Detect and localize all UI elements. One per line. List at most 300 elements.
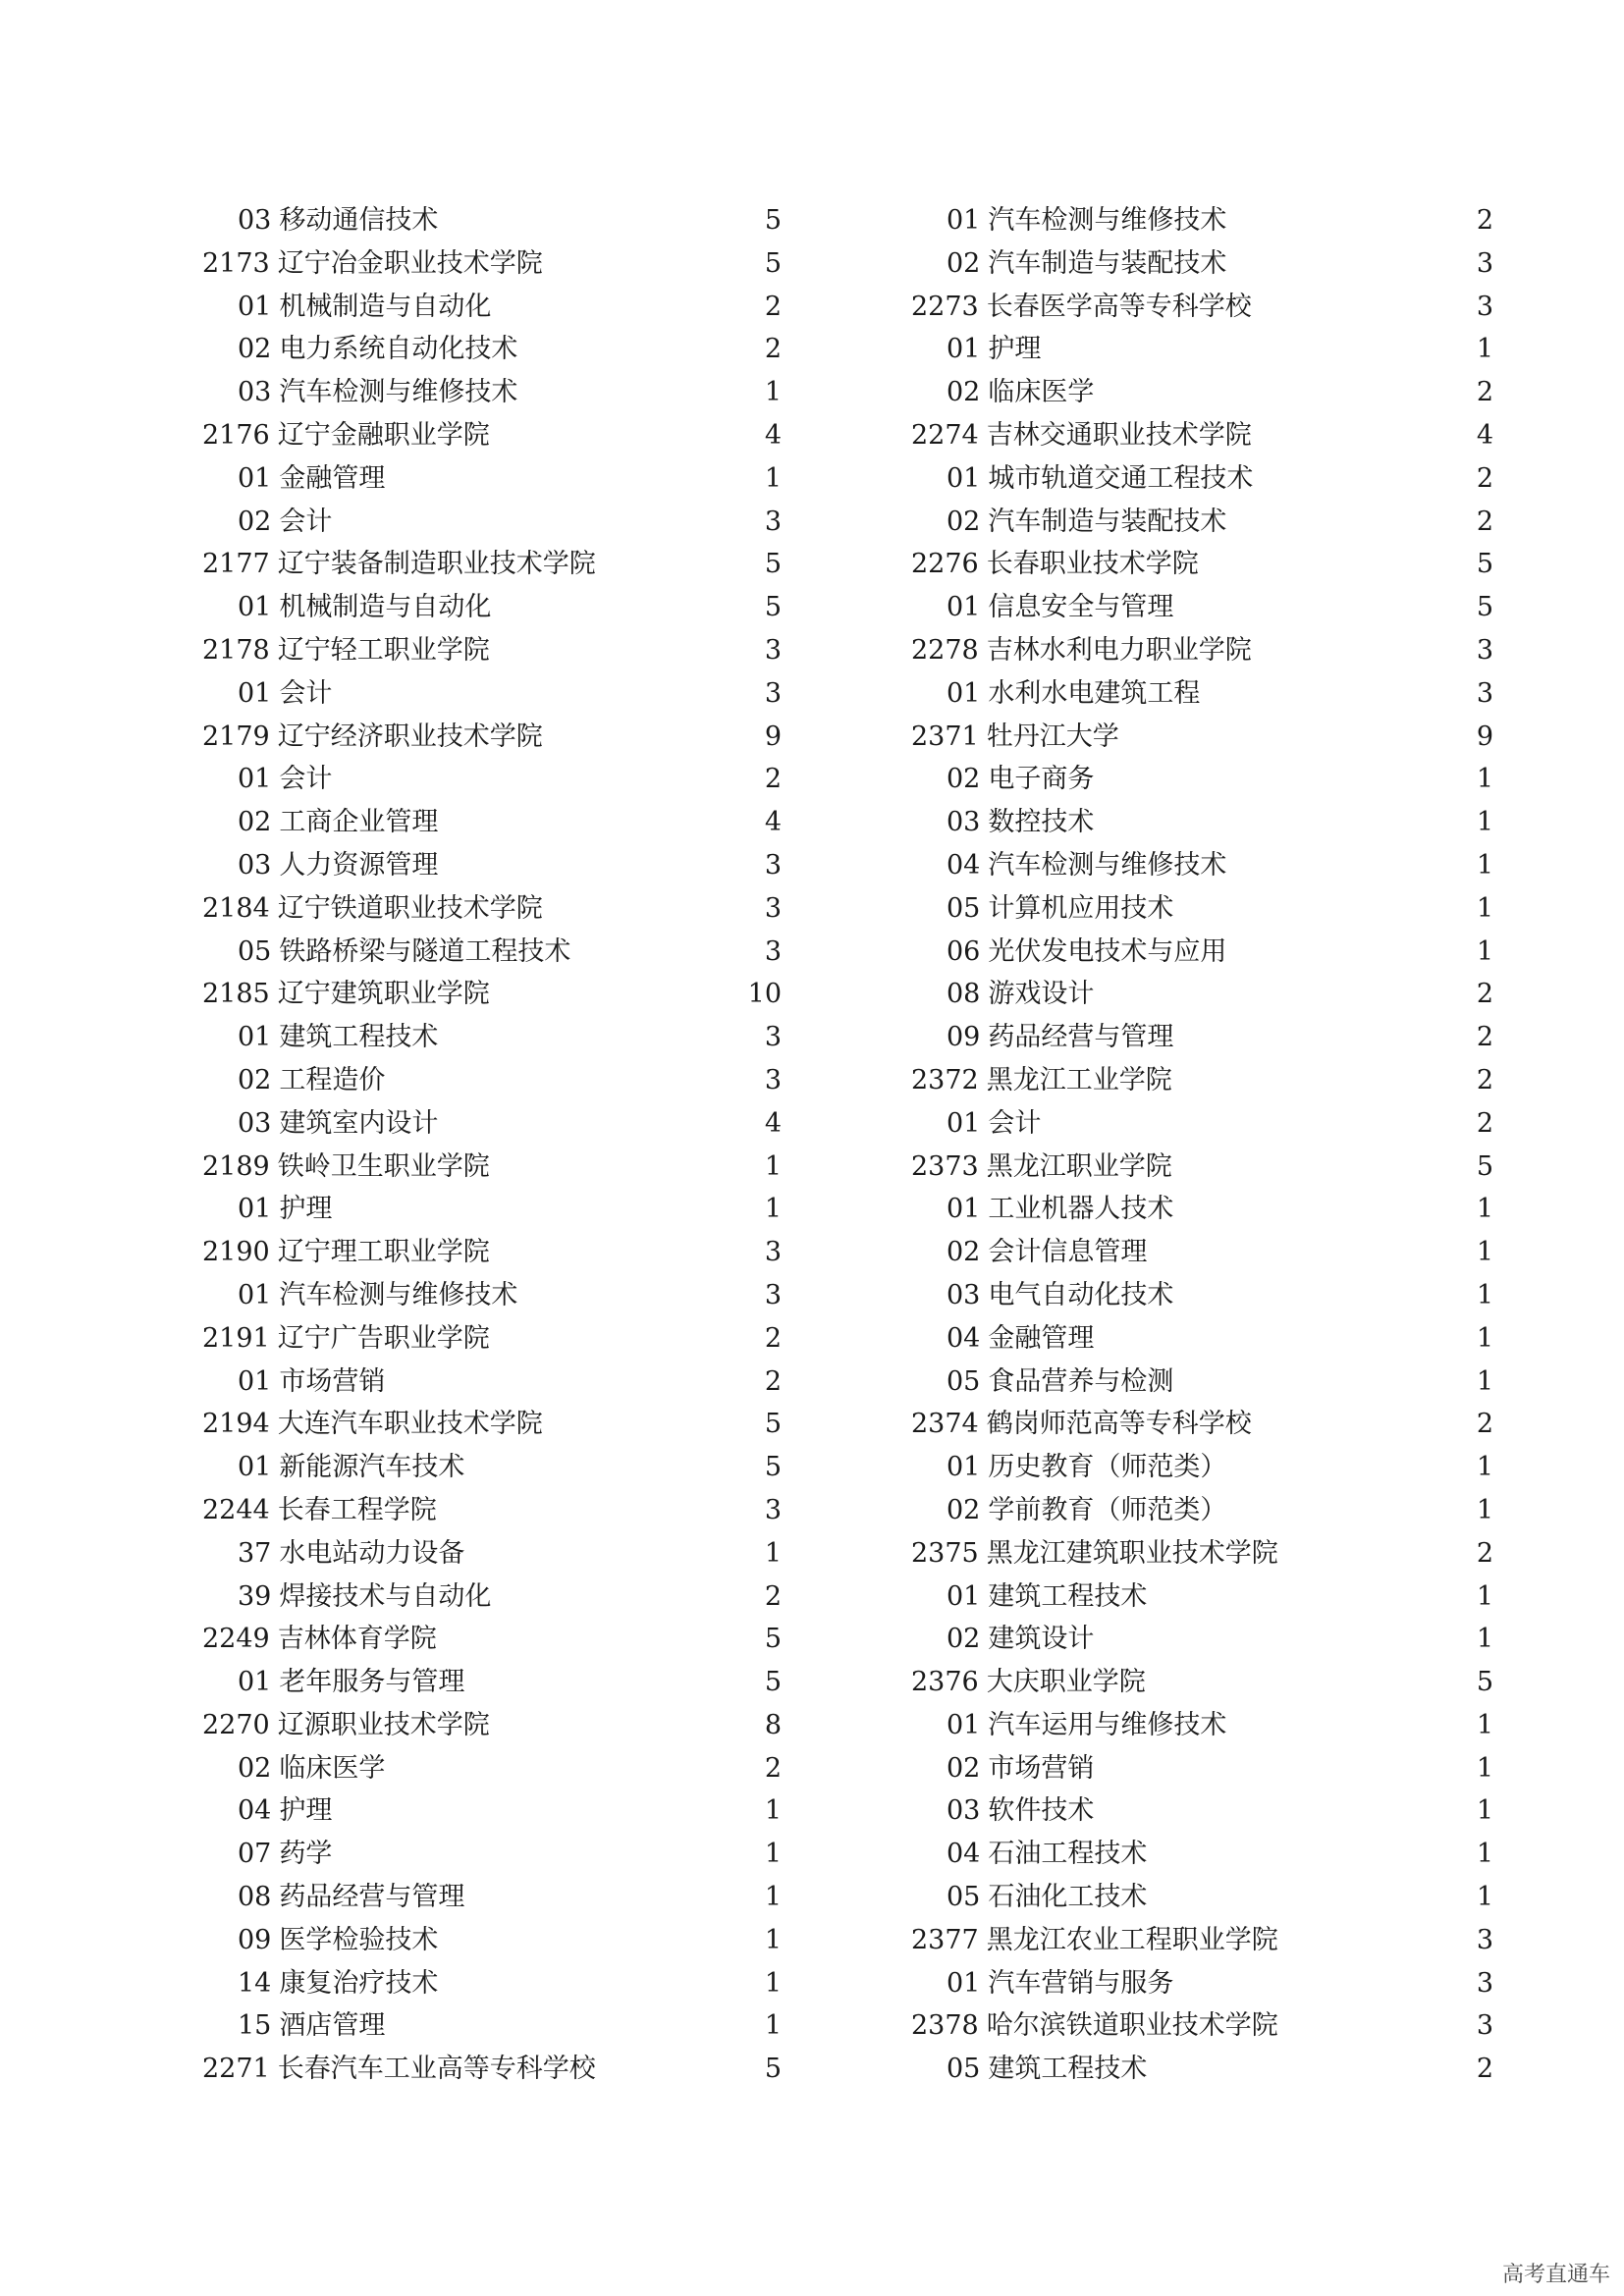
major-name: 数控技术 bbox=[988, 807, 1095, 838]
major-row bbox=[911, 199, 1493, 242]
major-row bbox=[911, 844, 1493, 887]
major-row bbox=[202, 1361, 782, 1404]
major-name: 会计 bbox=[279, 677, 333, 709]
major-name: 石油化工技术 bbox=[988, 1882, 1148, 1913]
enrollment-count: 1 bbox=[1476, 1624, 1493, 1655]
enrollment-count: 1 bbox=[1476, 1194, 1493, 1225]
major-code: 02 bbox=[947, 1494, 981, 1525]
school-row bbox=[911, 1146, 1493, 1189]
major-name: 市场营销 bbox=[988, 1752, 1095, 1784]
major-code: 04 bbox=[947, 1322, 981, 1354]
major-row bbox=[202, 1962, 782, 2005]
major-row bbox=[911, 1016, 1493, 1059]
major-row bbox=[202, 457, 782, 501]
major-row bbox=[911, 801, 1493, 844]
enrollment-count: 3 bbox=[1476, 2010, 1493, 2042]
major-code: 01 bbox=[947, 1107, 981, 1139]
major-row bbox=[911, 1274, 1493, 1317]
major-code: 05 bbox=[947, 2054, 981, 2085]
major-code: 01 bbox=[238, 1452, 272, 1483]
major-code: 05 bbox=[238, 935, 272, 967]
major-code: 01 bbox=[947, 592, 981, 623]
enrollment-count: 3 bbox=[764, 892, 782, 924]
major-row bbox=[911, 1575, 1493, 1619]
school-name: 大庆职业学院 bbox=[986, 1667, 1146, 1698]
major-row bbox=[911, 1833, 1493, 1876]
major-name: 建筑设计 bbox=[988, 1624, 1095, 1655]
major-name: 计算机应用技术 bbox=[988, 892, 1174, 924]
major-code: 01 bbox=[238, 764, 272, 795]
major-name: 汽车检测与维修技术 bbox=[988, 205, 1227, 236]
school-row bbox=[911, 1532, 1493, 1575]
school-code: 2179 bbox=[202, 721, 270, 752]
school-name: 大连汽车职业技术学院 bbox=[277, 1409, 543, 1440]
school-row bbox=[202, 242, 782, 286]
enrollment-count: 1 bbox=[1476, 1709, 1493, 1740]
school-row bbox=[202, 629, 782, 672]
major-name: 会计 bbox=[279, 506, 333, 537]
major-row bbox=[911, 887, 1493, 931]
school-code: 2249 bbox=[202, 1624, 270, 1655]
school-name: 鹤岗师范高等专科学校 bbox=[986, 1409, 1252, 1440]
major-code: 06 bbox=[947, 935, 981, 967]
school-name: 辽宁轻工职业学院 bbox=[277, 634, 490, 666]
major-name: 老年服务与管理 bbox=[279, 1667, 465, 1698]
major-code: 01 bbox=[238, 462, 272, 494]
school-name: 吉林交通职业技术学院 bbox=[986, 419, 1252, 451]
major-code: 02 bbox=[238, 1064, 272, 1095]
major-code: 01 bbox=[947, 1967, 981, 1999]
enrollment-count: 5 bbox=[1476, 592, 1493, 623]
enrollment-count: 3 bbox=[764, 1494, 782, 1525]
enrollment-count: 5 bbox=[1476, 1150, 1493, 1182]
major-code: 04 bbox=[238, 1795, 272, 1827]
major-code: 14 bbox=[238, 1967, 272, 1999]
enrollment-count: 1 bbox=[1476, 1839, 1493, 1870]
major-name: 电子商务 bbox=[988, 764, 1095, 795]
major-name: 食品营养与检测 bbox=[988, 1365, 1174, 1397]
school-name: 黑龙江建筑职业技术学院 bbox=[986, 1537, 1278, 1569]
major-row bbox=[911, 1446, 1493, 1489]
enrollment-count: 5 bbox=[764, 247, 782, 279]
enrollment-count: 3 bbox=[764, 1279, 782, 1310]
major-row bbox=[202, 586, 782, 629]
major-code: 03 bbox=[238, 849, 272, 881]
school-code: 2375 bbox=[911, 1537, 979, 1569]
enrollment-count: 1 bbox=[1476, 892, 1493, 924]
school-code: 2191 bbox=[202, 1322, 270, 1354]
major-row bbox=[202, 371, 782, 414]
enrollment-count: 1 bbox=[764, 1537, 782, 1569]
major-code: 03 bbox=[947, 807, 981, 838]
school-name: 黑龙江工业学院 bbox=[986, 1064, 1172, 1095]
enrollment-count: 1 bbox=[1476, 1580, 1493, 1612]
major-name: 建筑室内设计 bbox=[279, 1107, 439, 1139]
major-row bbox=[911, 1361, 1493, 1404]
major-row bbox=[911, 672, 1493, 716]
school-name: 辽宁装备制造职业技术学院 bbox=[277, 549, 596, 580]
major-row bbox=[202, 1876, 782, 1919]
enrollment-count: 2 bbox=[764, 764, 782, 795]
school-name: 牡丹江大学 bbox=[986, 721, 1119, 752]
major-name: 建筑工程技术 bbox=[279, 1022, 439, 1053]
major-row bbox=[911, 758, 1493, 801]
major-name: 会计 bbox=[279, 764, 333, 795]
major-row bbox=[202, 1919, 782, 1962]
school-row bbox=[202, 414, 782, 457]
major-name: 移动通信技术 bbox=[279, 205, 439, 236]
enrollment-count: 1 bbox=[764, 1967, 782, 1999]
school-name: 吉林体育学院 bbox=[277, 1624, 437, 1655]
enrollment-count: 4 bbox=[764, 807, 782, 838]
school-row bbox=[911, 543, 1493, 586]
enrollment-count: 3 bbox=[1476, 247, 1493, 279]
major-row bbox=[202, 2004, 782, 2048]
major-name: 建筑工程技术 bbox=[988, 2054, 1148, 2085]
major-row bbox=[911, 1188, 1493, 1231]
enrollment-count: 3 bbox=[1476, 634, 1493, 666]
school-name: 长春医学高等专科学校 bbox=[986, 291, 1252, 322]
enrollment-count: 2 bbox=[1476, 1064, 1493, 1095]
school-code: 2373 bbox=[911, 1150, 979, 1182]
major-code: 02 bbox=[947, 1624, 981, 1655]
major-name: 康复治疗技术 bbox=[279, 1967, 439, 1999]
school-code: 2372 bbox=[911, 1064, 979, 1095]
major-row bbox=[911, 931, 1493, 974]
school-row bbox=[202, 973, 782, 1016]
major-name: 光伏发电技术与应用 bbox=[988, 935, 1227, 967]
major-row bbox=[911, 1317, 1493, 1361]
enrollment-count: 3 bbox=[1476, 1967, 1493, 1999]
enrollment-count: 3 bbox=[764, 1022, 782, 1053]
major-name: 汽车制造与装配技术 bbox=[988, 247, 1227, 279]
enrollment-count: 5 bbox=[764, 2054, 782, 2085]
major-name: 水利水电建筑工程 bbox=[988, 677, 1201, 709]
major-code: 02 bbox=[238, 807, 272, 838]
major-code: 01 bbox=[238, 1279, 272, 1310]
left-column bbox=[202, 199, 782, 2091]
enrollment-count: 1 bbox=[1476, 1795, 1493, 1827]
major-row bbox=[911, 2048, 1493, 2091]
major-code: 04 bbox=[947, 849, 981, 881]
school-row bbox=[202, 1317, 782, 1361]
major-row bbox=[911, 1789, 1493, 1833]
enrollment-count: 1 bbox=[1476, 1365, 1493, 1397]
major-name: 临床医学 bbox=[988, 377, 1095, 408]
school-row bbox=[911, 1919, 1493, 1962]
enrollment-count: 2 bbox=[764, 334, 782, 365]
major-row bbox=[202, 1102, 782, 1146]
major-name: 会计信息管理 bbox=[988, 1237, 1148, 1268]
major-code: 01 bbox=[947, 334, 981, 365]
enrollment-count: 1 bbox=[1476, 849, 1493, 881]
enrollment-count: 2 bbox=[764, 1365, 782, 1397]
major-name: 机械制造与自动化 bbox=[279, 592, 492, 623]
major-row bbox=[911, 973, 1493, 1016]
school-name: 辽宁经济职业技术学院 bbox=[277, 721, 543, 752]
major-name: 石油工程技术 bbox=[988, 1839, 1148, 1870]
enrollment-count: 5 bbox=[764, 1624, 782, 1655]
school-name: 黑龙江职业学院 bbox=[986, 1150, 1172, 1182]
major-name: 信息安全与管理 bbox=[988, 592, 1174, 623]
major-code: 15 bbox=[238, 2010, 272, 2042]
major-name: 人力资源管理 bbox=[279, 849, 439, 881]
school-code: 2273 bbox=[911, 291, 979, 322]
enrollment-count: 5 bbox=[764, 205, 782, 236]
major-row bbox=[202, 758, 782, 801]
major-row bbox=[911, 586, 1493, 629]
major-name: 临床医学 bbox=[279, 1752, 386, 1784]
school-code: 2271 bbox=[202, 2054, 270, 2085]
enrollment-count: 1 bbox=[1476, 935, 1493, 967]
enrollment-count: 1 bbox=[1476, 1322, 1493, 1354]
major-name: 药品经营与管理 bbox=[279, 1882, 465, 1913]
major-code: 02 bbox=[947, 764, 981, 795]
school-name: 长春汽车工业高等专科学校 bbox=[277, 2054, 596, 2085]
major-code: 01 bbox=[947, 677, 981, 709]
enrollment-count: 4 bbox=[1476, 419, 1493, 451]
major-code: 01 bbox=[947, 462, 981, 494]
enrollment-count: 2 bbox=[1476, 1409, 1493, 1440]
school-name: 辽宁建筑职业学院 bbox=[277, 979, 490, 1010]
enrollment-count: 5 bbox=[1476, 549, 1493, 580]
major-row bbox=[202, 931, 782, 974]
school-name: 哈尔滨铁道职业技术学院 bbox=[986, 2010, 1278, 2042]
major-code: 02 bbox=[947, 1237, 981, 1268]
school-name: 长春工程学院 bbox=[277, 1494, 437, 1525]
major-code: 01 bbox=[947, 1194, 981, 1225]
school-row bbox=[202, 1489, 782, 1532]
major-code: 08 bbox=[238, 1882, 272, 1913]
major-code: 02 bbox=[947, 377, 981, 408]
school-name: 辽宁铁道职业技术学院 bbox=[277, 892, 543, 924]
major-name: 会计 bbox=[988, 1107, 1042, 1139]
enrollment-count: 3 bbox=[764, 849, 782, 881]
enrollment-count: 2 bbox=[764, 1322, 782, 1354]
major-row bbox=[202, 1188, 782, 1231]
major-row bbox=[202, 1661, 782, 1704]
enrollment-count: 2 bbox=[1476, 2054, 1493, 2085]
major-row bbox=[911, 1747, 1493, 1790]
school-name: 辽源职业技术学院 bbox=[277, 1709, 490, 1740]
enrollment-count: 1 bbox=[1476, 764, 1493, 795]
major-name: 工业机器人技术 bbox=[988, 1194, 1174, 1225]
enrollment-count: 2 bbox=[764, 1580, 782, 1612]
enrollment-count: 5 bbox=[764, 592, 782, 623]
major-name: 焊接技术与自动化 bbox=[279, 1580, 492, 1612]
school-code: 2184 bbox=[202, 892, 270, 924]
major-code: 03 bbox=[238, 1107, 272, 1139]
major-code: 05 bbox=[947, 1365, 981, 1397]
major-row bbox=[911, 1876, 1493, 1919]
enrollment-count: 3 bbox=[764, 1237, 782, 1268]
enrollment-count: 5 bbox=[764, 1409, 782, 1440]
major-code: 01 bbox=[947, 1709, 981, 1740]
major-row bbox=[202, 1833, 782, 1876]
enrollment-count: 1 bbox=[1476, 1279, 1493, 1310]
major-name: 汽车营销与服务 bbox=[988, 1967, 1174, 1999]
major-row bbox=[202, 1747, 782, 1790]
school-code: 2190 bbox=[202, 1237, 270, 1268]
enrollment-count: 1 bbox=[764, 2010, 782, 2042]
school-row bbox=[911, 2004, 1493, 2048]
enrollment-count: 2 bbox=[764, 1752, 782, 1784]
enrollment-count: 1 bbox=[764, 1924, 782, 1955]
enrollment-count: 5 bbox=[764, 1452, 782, 1483]
school-code: 2371 bbox=[911, 721, 979, 752]
school-row bbox=[202, 1403, 782, 1446]
major-row bbox=[202, 328, 782, 371]
school-code: 2194 bbox=[202, 1409, 270, 1440]
enrollment-count: 3 bbox=[764, 506, 782, 537]
school-name: 黑龙江农业工程职业学院 bbox=[986, 1924, 1278, 1955]
major-row bbox=[202, 1274, 782, 1317]
major-code: 02 bbox=[238, 506, 272, 537]
school-row bbox=[202, 1618, 782, 1661]
major-name: 酒店管理 bbox=[279, 2010, 386, 2042]
enrollment-count: 5 bbox=[764, 1667, 782, 1698]
major-code: 02 bbox=[238, 1752, 272, 1784]
major-row bbox=[911, 457, 1493, 501]
major-name: 金融管理 bbox=[279, 462, 386, 494]
major-row bbox=[202, 1016, 782, 1059]
enrollment-count: 3 bbox=[1476, 291, 1493, 322]
enrollment-count: 4 bbox=[764, 1107, 782, 1139]
major-name: 护理 bbox=[988, 334, 1042, 365]
major-name: 铁路桥梁与隧道工程技术 bbox=[279, 935, 571, 967]
enrollment-count: 3 bbox=[1476, 1924, 1493, 1955]
school-name: 辽宁冶金职业技术学院 bbox=[277, 247, 543, 279]
major-name: 药品经营与管理 bbox=[988, 1022, 1174, 1053]
enrollment-count: 1 bbox=[1476, 334, 1493, 365]
major-name: 汽车制造与装配技术 bbox=[988, 506, 1227, 537]
school-row bbox=[202, 1704, 782, 1747]
major-name: 建筑工程技术 bbox=[988, 1580, 1148, 1612]
school-code: 2378 bbox=[911, 2010, 979, 2042]
major-row bbox=[202, 1789, 782, 1833]
school-row bbox=[911, 286, 1493, 329]
school-row bbox=[911, 1059, 1493, 1102]
major-row bbox=[911, 1102, 1493, 1146]
school-row bbox=[911, 1661, 1493, 1704]
school-code: 2376 bbox=[911, 1667, 979, 1698]
school-row bbox=[911, 629, 1493, 672]
major-name: 工商企业管理 bbox=[279, 807, 439, 838]
enrollment-count: 2 bbox=[764, 291, 782, 322]
major-name: 历史教育（师范类） bbox=[988, 1452, 1227, 1483]
major-code: 02 bbox=[947, 506, 981, 537]
enrollment-count: 1 bbox=[764, 462, 782, 494]
enrollment-count: 1 bbox=[1476, 1494, 1493, 1525]
school-code: 2176 bbox=[202, 419, 270, 451]
major-code: 02 bbox=[238, 334, 272, 365]
major-name: 药学 bbox=[279, 1839, 333, 1870]
watermark: 高考直通车 bbox=[1501, 2263, 1610, 2287]
enrollment-count: 1 bbox=[764, 1882, 782, 1913]
enrollment-count: 1 bbox=[1476, 807, 1493, 838]
major-row bbox=[911, 1489, 1493, 1532]
school-code: 2278 bbox=[911, 634, 979, 666]
enrollment-count: 1 bbox=[1476, 1882, 1493, 1913]
major-code: 39 bbox=[238, 1580, 272, 1612]
major-name: 新能源汽车技术 bbox=[279, 1452, 465, 1483]
major-row bbox=[911, 501, 1493, 544]
major-row bbox=[202, 801, 782, 844]
school-name: 铁岭卫生职业学院 bbox=[277, 1150, 490, 1182]
school-name: 吉林水利电力职业学院 bbox=[986, 634, 1252, 666]
enrollment-count: 8 bbox=[764, 1709, 782, 1740]
enrollment-count: 2 bbox=[1476, 462, 1493, 494]
major-row bbox=[202, 501, 782, 544]
school-code: 2178 bbox=[202, 634, 270, 666]
major-name: 市场营销 bbox=[279, 1365, 386, 1397]
school-code: 2189 bbox=[202, 1150, 270, 1182]
major-row bbox=[202, 1575, 782, 1619]
school-row bbox=[202, 716, 782, 759]
enrollment-count: 2 bbox=[1476, 979, 1493, 1010]
major-code: 01 bbox=[238, 592, 272, 623]
major-row bbox=[202, 1532, 782, 1575]
school-code: 2173 bbox=[202, 247, 270, 279]
major-code: 07 bbox=[238, 1839, 272, 1870]
major-code: 01 bbox=[238, 1667, 272, 1698]
major-name: 工程造价 bbox=[279, 1064, 386, 1095]
enrollment-count: 1 bbox=[1476, 1237, 1493, 1268]
school-name: 辽宁广告职业学院 bbox=[277, 1322, 490, 1354]
major-code: 03 bbox=[238, 205, 272, 236]
enrollment-count: 2 bbox=[1476, 205, 1493, 236]
major-name: 医学检验技术 bbox=[279, 1924, 439, 1955]
major-code: 05 bbox=[947, 892, 981, 924]
major-code: 01 bbox=[947, 1452, 981, 1483]
enrollment-count: 1 bbox=[764, 1795, 782, 1827]
enrollment-count: 9 bbox=[1476, 721, 1493, 752]
major-row bbox=[202, 1059, 782, 1102]
right-column bbox=[911, 199, 1493, 2091]
school-name: 长春职业技术学院 bbox=[986, 549, 1199, 580]
enrollment-count: 1 bbox=[764, 1150, 782, 1182]
enrollment-count: 9 bbox=[764, 721, 782, 752]
enrollment-count: 3 bbox=[764, 935, 782, 967]
major-name: 汽车检测与维修技术 bbox=[988, 849, 1227, 881]
major-name: 护理 bbox=[279, 1194, 333, 1225]
major-code: 02 bbox=[947, 1752, 981, 1784]
school-row bbox=[202, 1231, 782, 1274]
major-row bbox=[202, 672, 782, 716]
enrollment-count: 4 bbox=[764, 419, 782, 451]
major-code: 01 bbox=[238, 677, 272, 709]
major-code: 01 bbox=[238, 291, 272, 322]
school-row bbox=[202, 1146, 782, 1189]
major-row bbox=[911, 1231, 1493, 1274]
major-name: 金融管理 bbox=[988, 1322, 1095, 1354]
major-code: 08 bbox=[947, 979, 981, 1010]
enrollment-count: 3 bbox=[764, 634, 782, 666]
major-row bbox=[202, 199, 782, 242]
enrollment-count: 3 bbox=[764, 677, 782, 709]
major-row bbox=[911, 242, 1493, 286]
enrollment-count: 1 bbox=[1476, 1452, 1493, 1483]
school-row bbox=[911, 414, 1493, 457]
school-row bbox=[202, 887, 782, 931]
major-row bbox=[911, 371, 1493, 414]
enrollment-count: 2 bbox=[1476, 1107, 1493, 1139]
major-name: 机械制造与自动化 bbox=[279, 291, 492, 322]
school-code: 2185 bbox=[202, 979, 270, 1010]
major-code: 02 bbox=[947, 247, 981, 279]
school-code: 2377 bbox=[911, 1924, 979, 1955]
major-row bbox=[202, 844, 782, 887]
